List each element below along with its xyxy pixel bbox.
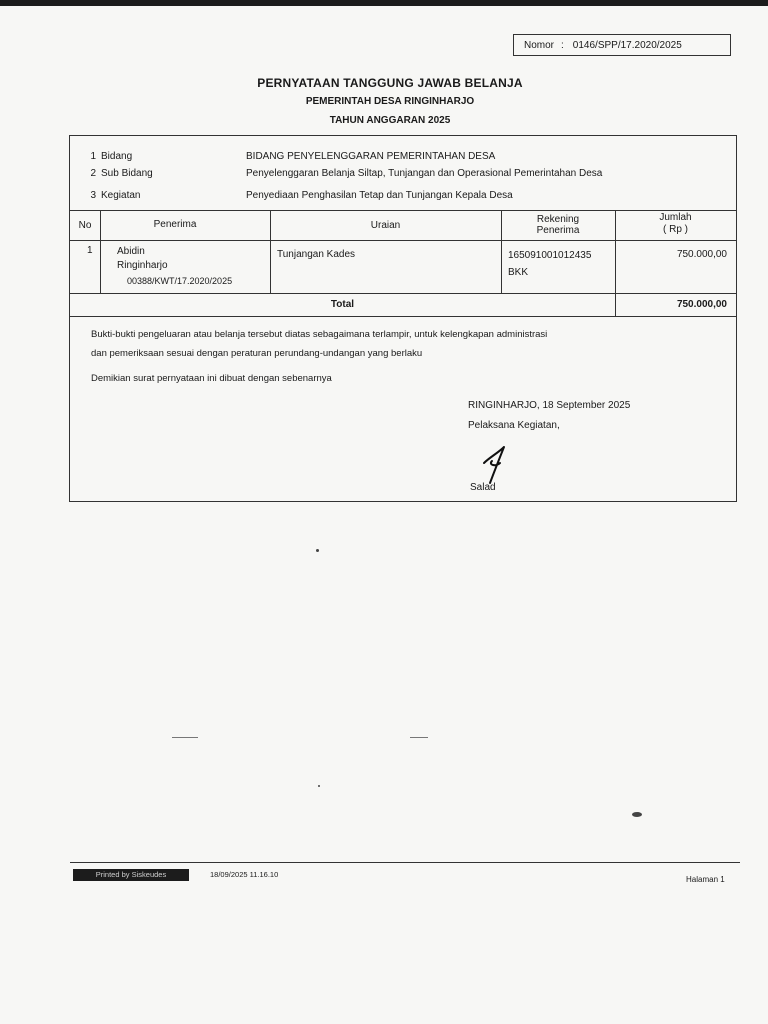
report-frame	[69, 135, 737, 502]
document-number-box	[513, 34, 731, 56]
print-timestamp: 18/09/2025 11.16.10	[210, 870, 279, 879]
scan-dash	[410, 737, 428, 738]
page-number: Halaman 1	[686, 875, 725, 884]
table-top-border	[70, 210, 736, 211]
header-rekening-sub: Penerima	[536, 225, 580, 236]
nomor-colon: :	[561, 39, 564, 51]
scan-speck	[316, 549, 319, 552]
row-uraian: Tunjangan Kades	[277, 249, 356, 260]
info-num: 1	[90, 151, 96, 162]
table-body-border	[70, 293, 736, 294]
scan-dash	[172, 737, 198, 738]
row-rekening: 165091001012435	[508, 250, 592, 261]
statement-line-3: Demikian surat pernyataan ini dibuat dengan sebenarnya	[91, 373, 332, 384]
scan-edge-strip	[0, 0, 768, 6]
row-bank: BKK	[508, 267, 529, 278]
nomor-label: Nomor	[524, 39, 555, 51]
footer-rule	[70, 862, 740, 863]
header-jumlah: Jumlah	[659, 212, 692, 223]
table-header-border	[70, 240, 736, 241]
statement-line-2: dan pemeriksaan sesuai dengan peraturan perundang-undangan yang berlaku	[91, 348, 423, 359]
header-uraian: Uraian	[370, 220, 401, 231]
info-label: Kegiatan	[101, 190, 141, 201]
row-penerima-name: Abidin	[117, 246, 145, 257]
scan-speck	[318, 785, 320, 787]
info-label: Sub Bidang	[101, 168, 153, 179]
row-penerima-ref: 00388/KWT/17.2020/2025	[127, 276, 233, 286]
scan-speck	[632, 812, 642, 817]
table-total-border	[70, 316, 736, 317]
header-penerima: Penerima	[153, 219, 197, 230]
document-title: PERNYATAAN TANGGUNG JAWAB BELANJA	[257, 76, 523, 90]
info-num: 3	[90, 190, 96, 201]
info-num: 2	[90, 168, 96, 179]
place-date: RINGINHARJO, 18 September 2025	[468, 400, 631, 411]
header-no: No	[78, 220, 92, 231]
header-jumlah-unit: ( Rp )	[663, 224, 688, 235]
nomor-value: 0146/SPP/17.2020/2025	[572, 39, 682, 51]
printed-by-badge: Printed by Siskeudes	[73, 869, 189, 881]
row-no: 1	[87, 245, 93, 256]
statement-line-1: Bukti-bukti pengeluaran atau belanja tersebut diatas sebagaimana terlampir, untuk kelengkapan administrasi	[91, 329, 548, 340]
fiscal-year: TAHUN ANGGARAN 2025	[329, 115, 451, 126]
total-value: 750.000,00	[676, 299, 727, 310]
info-label: Bidang	[101, 151, 133, 162]
info-value: Penyelenggaran Belanja Siltap, Tunjangan dan Operasional Pemerintahan Desa	[246, 168, 603, 179]
row-jumlah: 750.000,00	[676, 249, 727, 260]
info-value: Penyediaan Penghasilan Tetap dan Tunjangan Kepala Desa	[246, 190, 513, 201]
signer-role: Pelaksana Kegiatan,	[468, 420, 560, 431]
signer-name: Salad	[470, 482, 496, 493]
header-rekening: Rekening	[536, 214, 580, 225]
total-label: Total	[330, 299, 355, 310]
village-name: PEMERINTAH DESA RINGINHARJO	[305, 96, 475, 107]
row-penerima-place: Ringinharjo	[117, 260, 168, 271]
info-value: BIDANG PENYELENGGARAN PEMERINTAHAN DESA	[246, 151, 496, 162]
